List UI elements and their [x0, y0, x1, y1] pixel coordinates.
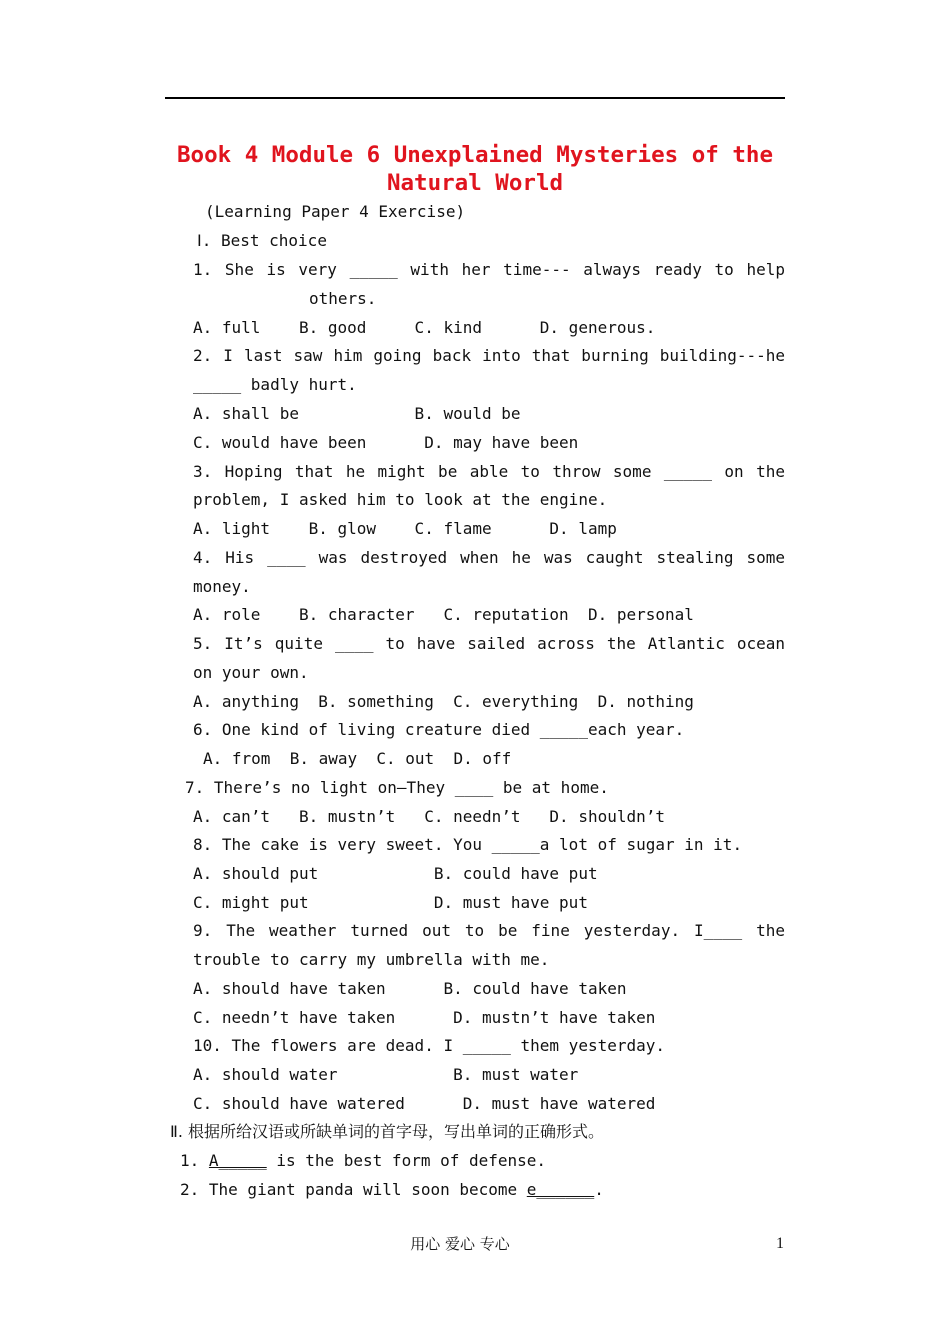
question-10-options-1: A. should water B. must water: [193, 1065, 579, 1084]
document-title-line1: Book 4 Module 6 Unexplained Mysteries of the: [176, 142, 774, 168]
question-9-options-1: A. should have taken B. could have taken: [193, 979, 627, 998]
question-7-options: A. can’t B. mustn’t C. needn’t D. shouldn’t: [193, 807, 666, 826]
question-4-options: A. role B. character C. reputation D. personal: [193, 605, 694, 624]
page-number: 1: [776, 1235, 784, 1252]
header-rule: [165, 97, 785, 99]
question-3-options: A. light B. glow C. flame D. lamp: [193, 519, 617, 538]
question-5-options: A. anything B. something C. everything D. nothing: [193, 692, 694, 711]
question-2-options-2: C. would have been D. may have been: [193, 433, 579, 452]
question-2-options-1: A. shall be B. would be: [193, 404, 521, 423]
section2-heading: Ⅱ. 根据所给汉语或所缺单词的首字母，写出单词的正确形式。: [170, 1122, 605, 1141]
s2-q1-rest: is the best form of defense.: [266, 1151, 547, 1170]
question-6-options: A. from B. away C. out D. off: [203, 749, 512, 768]
question-4: 4. His ____ was destroyed when he was caught stealing some: [193, 548, 785, 567]
question-8-options-2: C. might put D. must have put: [193, 893, 588, 912]
question-9: 9. The weather turned out to be fine yesterday. I____ the: [193, 921, 785, 940]
question-3: 3. Hoping that he might be able to throw some _____ on the: [193, 462, 785, 481]
section2-question-2: [180, 1180, 604, 1200]
footer-motto: 用心 爱心 专心: [410, 1235, 510, 1253]
question-10-options-2: C. should have watered D. must have watered: [193, 1094, 656, 1113]
s2-q1-number: 1.: [180, 1151, 200, 1170]
question-2-cont: _____ badly hurt.: [193, 375, 357, 394]
question-1: 1. She is very _____ with her time--- always ready to help: [193, 260, 785, 279]
question-8-options-1: A. should put B. could have put: [193, 864, 598, 883]
section1-heading: Ⅰ. Best choice: [197, 231, 327, 250]
question-3-cont: problem, I asked him to look at the engine.: [193, 490, 608, 509]
question-8: 8. The cake is very sweet. You _____a lot of sugar in it.: [193, 835, 743, 854]
question-5-cont: on your own.: [193, 663, 309, 682]
s2-q2-blank: e______: [526, 1180, 595, 1199]
question-9-options-2: C. needn’t have taken D. mustn’t have taken: [193, 1008, 656, 1027]
question-5: 5. It’s quite ____ to have sailed across the Atlantic ocean: [193, 634, 785, 653]
s2-q2-text: 2. The giant panda will soon become: [180, 1180, 527, 1199]
question-7: 7. There’s no light on—They ____ be at home.: [185, 778, 609, 797]
question-2: 2. I last saw him going back into that burning building---he: [193, 346, 785, 365]
subtitle: (Learning Paper 4 Exercise): [205, 202, 466, 221]
document-title-line2: Natural World: [386, 170, 564, 196]
question-1-options: A. full B. good C. kind D. generous.: [193, 318, 656, 337]
s2-q2-end: .: [594, 1180, 604, 1199]
question-9-cont: trouble to carry my umbrella with me.: [193, 950, 550, 969]
section2-question-1: [180, 1151, 546, 1171]
question-4-cont: money.: [193, 577, 251, 596]
question-10: 10. The flowers are dead. I _____ them yesterday.: [193, 1036, 666, 1055]
s2-q1-blank: A_____: [208, 1151, 267, 1170]
question-1-cont: others.: [309, 289, 377, 308]
question-6: 6. One kind of living creature died _____each year.: [193, 720, 685, 739]
